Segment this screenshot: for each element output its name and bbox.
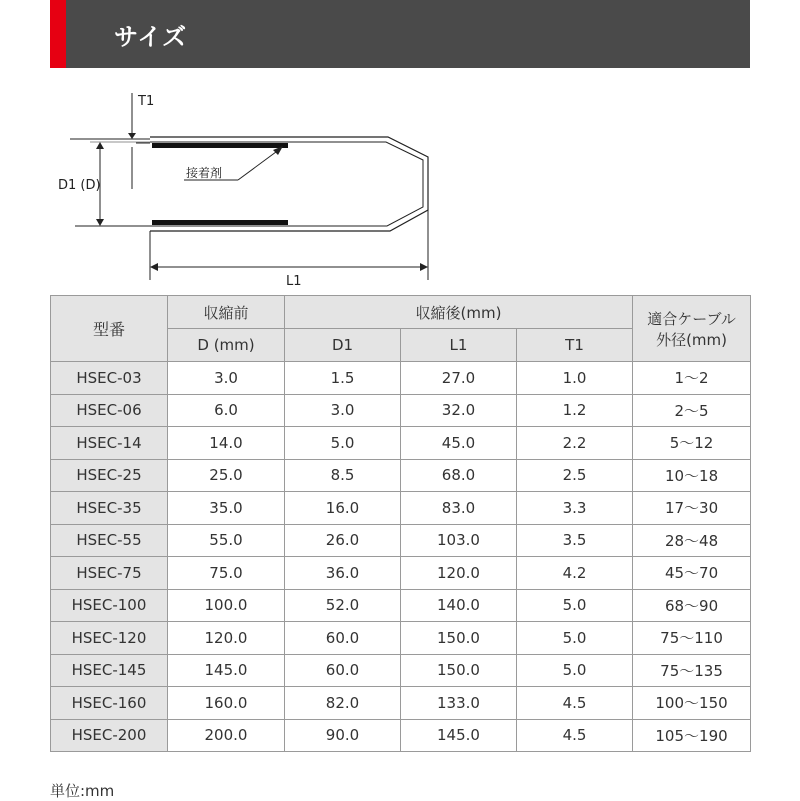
- header-model: 型番: [51, 296, 168, 362]
- cell-cable: 75〜110: [633, 622, 751, 655]
- cell-l1: 145.0: [401, 719, 517, 752]
- cell-t1: 1.0: [517, 362, 633, 395]
- header-cable-line2: 外径(mm): [656, 330, 727, 349]
- table-row: [51, 654, 751, 687]
- cell-l1: 150.0: [401, 622, 517, 655]
- d1-label: D1 (D): [58, 178, 101, 193]
- cell-model: HSEC-55: [51, 524, 168, 557]
- section-header: [50, 0, 750, 68]
- cell-cable: 75〜135: [633, 654, 751, 687]
- cell-d1: 26.0: [285, 524, 401, 557]
- cell-t1: 3.5: [517, 524, 633, 557]
- table-header-row-1: [51, 296, 751, 329]
- header-after-l1: L1: [401, 329, 517, 362]
- adhesive-leader-line: [238, 149, 280, 180]
- cell-l1: 32.0: [401, 394, 517, 427]
- cell-t1: 4.5: [517, 687, 633, 720]
- header-accent-stripe: [50, 0, 66, 68]
- cell-d: 100.0: [168, 589, 285, 622]
- cell-d: 3.0: [168, 362, 285, 395]
- adhesive-layer-bottom: [152, 220, 288, 225]
- table-row: [51, 687, 751, 720]
- cell-t1: 5.0: [517, 589, 633, 622]
- table-row: [51, 492, 751, 525]
- cell-model: HSEC-14: [51, 427, 168, 460]
- table-row: [51, 589, 751, 622]
- cap-outline-inner: [150, 142, 423, 226]
- table-row: [51, 394, 751, 427]
- adhesive-label: 接着剤: [186, 166, 223, 180]
- section-title: サイズ: [114, 23, 188, 51]
- cell-d1: 1.5: [285, 362, 401, 395]
- table-row: [51, 622, 751, 655]
- cell-l1: 45.0: [401, 427, 517, 460]
- cell-model: HSEC-25: [51, 459, 168, 492]
- cell-cable: 28〜48: [633, 524, 751, 557]
- cell-cable: 5〜12: [633, 427, 751, 460]
- cell-model: HSEC-75: [51, 557, 168, 590]
- cell-l1: 68.0: [401, 459, 517, 492]
- l1-arrow-left: [150, 263, 158, 271]
- table-row: [51, 719, 751, 752]
- end-cap-dimension-diagram: [50, 85, 470, 295]
- cell-model: HSEC-120: [51, 622, 168, 655]
- cell-t1: 1.2: [517, 394, 633, 427]
- cell-t1: 5.0: [517, 654, 633, 687]
- cell-cable: 68〜90: [633, 589, 751, 622]
- adhesive-layer-top: [152, 143, 288, 148]
- cell-d1: 52.0: [285, 589, 401, 622]
- size-spec-table: [50, 295, 751, 752]
- table-row: [51, 524, 751, 557]
- cell-d: 160.0: [168, 687, 285, 720]
- cell-model: HSEC-06: [51, 394, 168, 427]
- cell-cable: 10〜18: [633, 459, 751, 492]
- table-row: [51, 427, 751, 460]
- cell-d: 200.0: [168, 719, 285, 752]
- cell-cable: 1〜2: [633, 362, 751, 395]
- cell-l1: 83.0: [401, 492, 517, 525]
- table-row: [51, 362, 751, 395]
- unit-footnote: 単位:mm: [50, 782, 115, 800]
- t1-label: T1: [138, 94, 155, 109]
- cell-t1: 2.5: [517, 459, 633, 492]
- cell-model: HSEC-35: [51, 492, 168, 525]
- header-after-d1: D1: [285, 329, 401, 362]
- header-after-shrink: 収縮後(mm): [285, 296, 633, 329]
- header-cable-line1: 適合ケーブル: [647, 309, 736, 328]
- cell-cable: 17〜30: [633, 492, 751, 525]
- cell-l1: 27.0: [401, 362, 517, 395]
- t1-arrow: [128, 133, 136, 139]
- table-row: [51, 459, 751, 492]
- cap-outline-outer: [150, 137, 428, 231]
- cell-model: HSEC-145: [51, 654, 168, 687]
- cell-cable: 2〜5: [633, 394, 751, 427]
- d1-arrow-top: [96, 142, 104, 149]
- cell-t1: 2.2: [517, 427, 633, 460]
- cell-d: 75.0: [168, 557, 285, 590]
- cell-d1: 16.0: [285, 492, 401, 525]
- cell-d1: 8.5: [285, 459, 401, 492]
- cell-t1: 3.3: [517, 492, 633, 525]
- cell-d: 145.0: [168, 654, 285, 687]
- cell-d1: 36.0: [285, 557, 401, 590]
- cell-t1: 4.2: [517, 557, 633, 590]
- cell-model: HSEC-160: [51, 687, 168, 720]
- header-after-t1: T1: [517, 329, 633, 362]
- cell-l1: 150.0: [401, 654, 517, 687]
- header-cable-od: [633, 296, 751, 362]
- cell-d: 14.0: [168, 427, 285, 460]
- cell-d1: 82.0: [285, 687, 401, 720]
- cell-d1: 5.0: [285, 427, 401, 460]
- cell-d: 6.0: [168, 394, 285, 427]
- cell-t1: 4.5: [517, 719, 633, 752]
- cell-model: HSEC-200: [51, 719, 168, 752]
- cell-l1: 140.0: [401, 589, 517, 622]
- cell-l1: 120.0: [401, 557, 517, 590]
- l1-arrow-right: [420, 263, 428, 271]
- header-before-d: D (mm): [168, 329, 285, 362]
- cell-l1: 103.0: [401, 524, 517, 557]
- cell-cable: 100〜150: [633, 687, 751, 720]
- table-row: [51, 557, 751, 590]
- cell-d: 120.0: [168, 622, 285, 655]
- cell-cable: 105〜190: [633, 719, 751, 752]
- cell-d1: 3.0: [285, 394, 401, 427]
- cell-l1: 133.0: [401, 687, 517, 720]
- cell-d1: 60.0: [285, 622, 401, 655]
- cell-d: 25.0: [168, 459, 285, 492]
- l1-label: L1: [286, 274, 302, 289]
- header-before-shrink: 収縮前: [168, 296, 285, 329]
- cell-d: 55.0: [168, 524, 285, 557]
- cell-d: 35.0: [168, 492, 285, 525]
- cell-cable: 45〜70: [633, 557, 751, 590]
- cell-t1: 5.0: [517, 622, 633, 655]
- cell-d1: 60.0: [285, 654, 401, 687]
- cell-d1: 90.0: [285, 719, 401, 752]
- cell-model: HSEC-100: [51, 589, 168, 622]
- cell-model: HSEC-03: [51, 362, 168, 395]
- d1-arrow-bottom: [96, 219, 104, 226]
